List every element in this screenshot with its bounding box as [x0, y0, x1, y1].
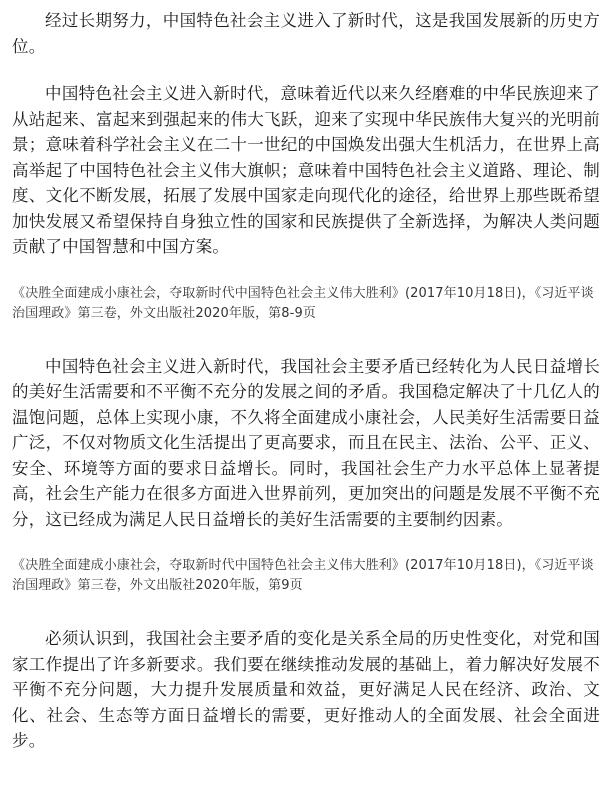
paragraph-gap [12, 596, 600, 626]
paragraph-new-requirements: 必须认识到，我国社会主要矛盾的变化是关系全局的历史性变化，对党和国家工作提出了许多新要求。我们要在继续推动发展的基础上，着力解决好发展不平衡不充分问题，大力提升发展质量和效益，更好满足人民在经济、政治、文化、社会、生态等方面日益增长的需要，更好推动人的全面发展、社会全面进步。 [12, 629, 600, 750]
citation-source-2: 《决胜全面建成小康社会，夺取新时代中国特色社会主义伟大胜利》(2017年10月18日)，《习近平谈治国理政》第三卷，外文出版社2020年版，第9页 [12, 558, 594, 593]
paragraph-gap [12, 260, 600, 284]
paragraph-principal-contradiction: 中国特色社会主义进入新时代，我国社会主要矛盾已经转化为人民日益增长的美好生活需要和不平衡不充分的发展之间的矛盾。我国稳定解决了十几亿人的温饱问题，总体上实现小康，不久将全面建成小康社会，人民美好生活需要日益广泛，不仅对物质文化生活提出了更高要求，而且在民主、法治、公平、正义、安全、环境等方面的要求日益增长。同时，我国社会生产力水平总体上显著提高，社会生产能力在很多方面进入世界前列，更加突出的问题是发展不平衡不充分，这已经成为满足人民日益增长的美好生活需要的主要制约因素。 [12, 356, 600, 529]
paragraph-historic-position: 经过长期努力，中国特色社会主义进入了新时代，这是我国发展新的历史方位。 [12, 11, 600, 56]
paragraph-gap [12, 59, 600, 81]
paragraph-gap [12, 532, 600, 556]
paragraph-gap [12, 324, 600, 354]
paragraph-new-era-meaning: 中国特色社会主义进入新时代，意味着近代以来久经磨难的中华民族迎来了从站起来、富起来到强起来的伟大飞跃，迎来了实现中华民族伟大复兴的光明前景；意味着科学社会主义在二十一世纪的中国焕发出强大生机活力，在世界上高高举起了中国特色社会主义伟大旗帜；意味着中国特色社会主义道路、理论、制度、文化不断发展，拓展了发展中国家走向现代化的途径，给世界上那些既希望加快发展又希望保持自身独立性的国家和民族提供了全新选择，为解决人类问题贡献了中国智慧和中国方案。 [12, 84, 600, 256]
citation-source-1: 《决胜全面建成小康社会，夺取新时代中国特色社会主义伟大胜利》(2017年10月18日)，《习近平谈治国理政》第三卷，外文出版社2020年版，第8-9页 [12, 285, 594, 321]
